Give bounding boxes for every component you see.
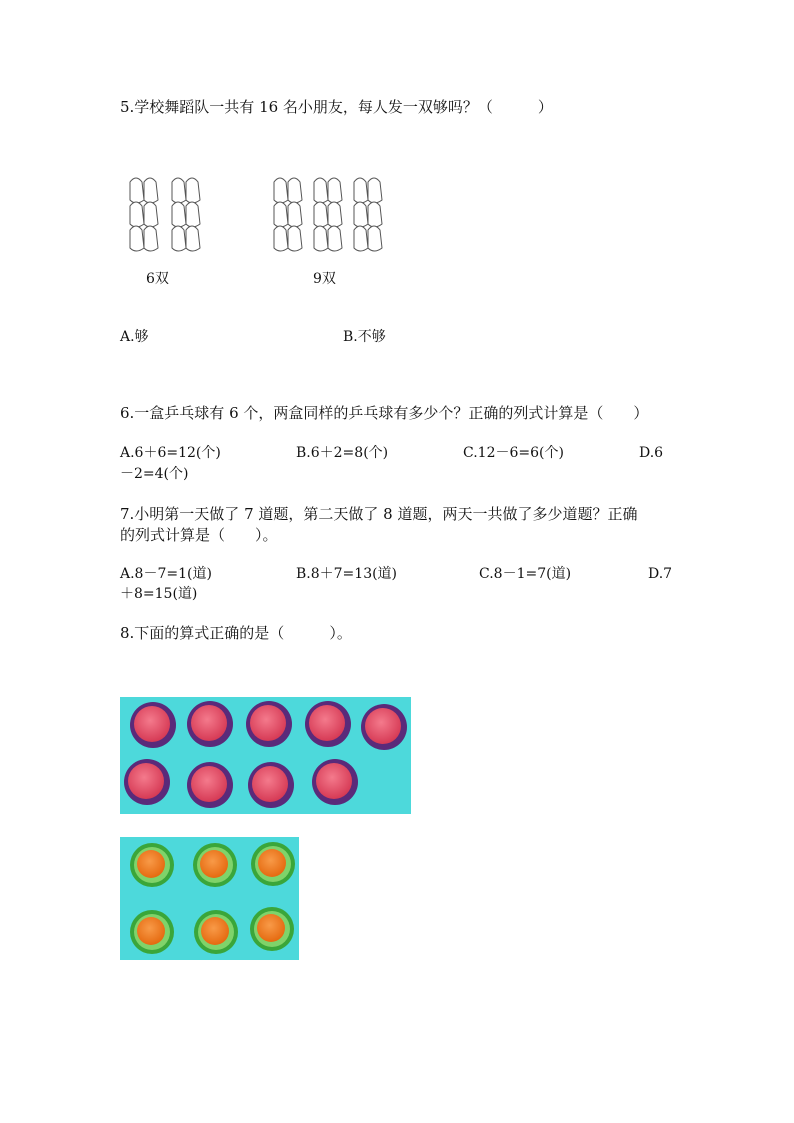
question-6-text: 6.一盒乒乓球有 6 个，两盒同样的乒乓球有多少个？正确的列式计算是（ ） (120, 404, 649, 422)
q5-option-b: B.不够 (343, 329, 386, 345)
red-disc (130, 702, 176, 748)
red-disc (246, 701, 292, 747)
question-7-text-line2: 的列式计算是（ ）。 (120, 526, 278, 544)
shoes-9-pairs-image (270, 172, 394, 262)
orange-disc (250, 907, 294, 951)
q5-option-a: A.够 (120, 329, 149, 345)
red-disc (312, 759, 358, 805)
q7-option-d: D.7 (648, 566, 673, 582)
question-8-text: 8.下面的算式正确的是（ ）。 (120, 624, 352, 642)
red-disc (361, 704, 407, 750)
orange-disc (130, 910, 174, 954)
q6-option-b: B.6＋2=8(个) (296, 445, 389, 461)
red-disc (124, 759, 170, 805)
q7-option-d-continued: ＋8=15(道) (120, 586, 198, 602)
orange-disc (194, 910, 238, 954)
red-disc (305, 701, 351, 747)
q7-option-c: C.8－1=7(道) (479, 566, 572, 582)
orange-disc (251, 842, 295, 886)
q7-option-a: A.8－7=1(道) (120, 566, 212, 582)
question-5-text: 5.学校舞蹈队一共有 16 名小朋友，每人发一双够吗？（ ） (120, 98, 553, 116)
question-7-text-line1: 7.小明第一天做了 7 道题，第二天做了 8 道题，两天一共做了多少道题？正确 (120, 505, 638, 523)
q6-option-c: C.12－6=6(个) (463, 445, 564, 461)
q6-option-d-continued: －2=4(个) (120, 466, 189, 482)
red-disc (187, 762, 233, 808)
orange-disc (130, 843, 174, 887)
orange-discs-panel (120, 837, 299, 960)
red-discs-panel (120, 697, 411, 814)
shoes-6-label: 6双 (146, 271, 169, 287)
q6-option-d: D.6 (639, 445, 664, 461)
orange-disc (193, 843, 237, 887)
shoes-9-label: 9双 (313, 271, 336, 287)
red-disc (248, 762, 294, 808)
red-disc (187, 701, 233, 747)
shoes-6-pairs-image (126, 172, 216, 262)
q6-option-a: A.6＋6=12(个) (120, 445, 221, 461)
q7-option-b: B.8＋7=13(道) (296, 566, 398, 582)
